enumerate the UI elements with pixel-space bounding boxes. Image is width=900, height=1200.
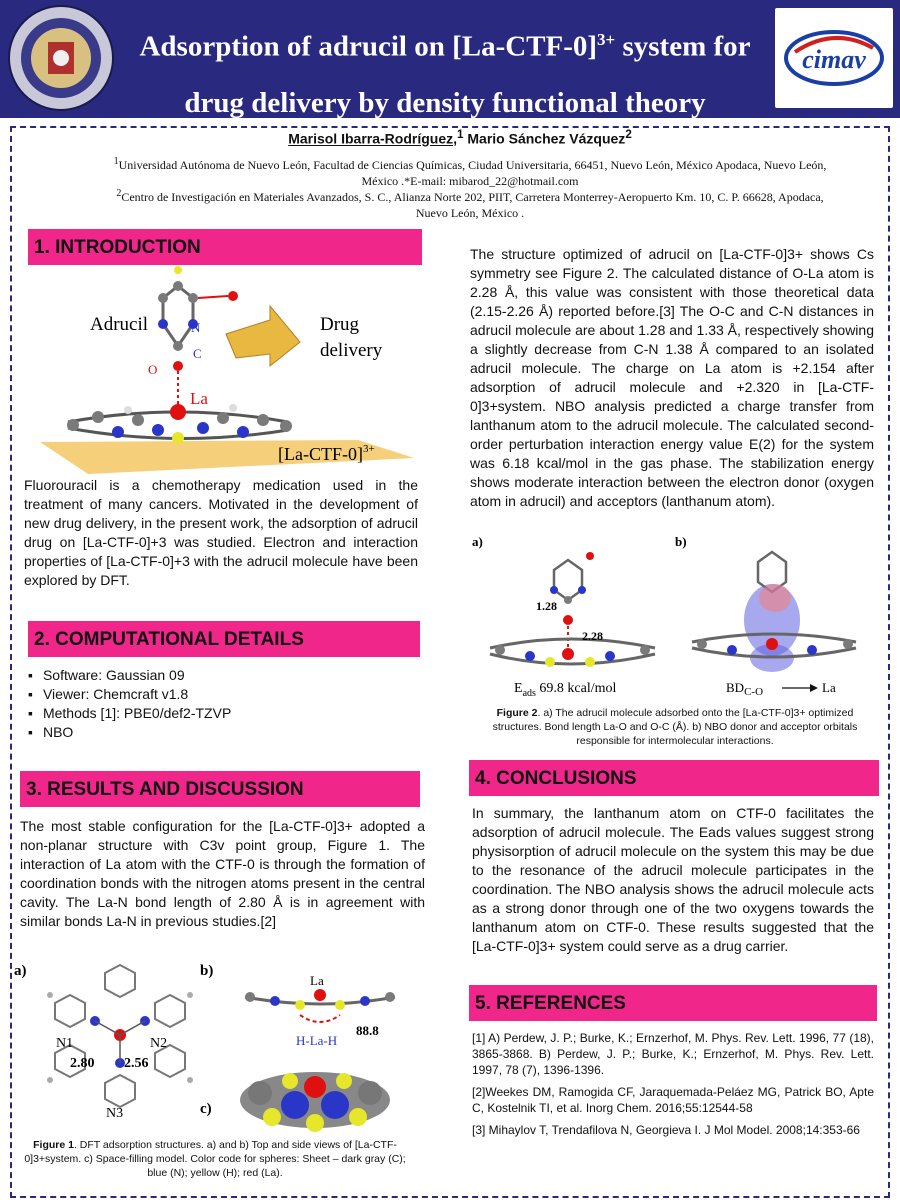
poster-title: Adsorption of adrucil on $[La-CTF-0]^{3+}$ system for drug delivery by density functional theory — [139, 30, 751, 119]
list-item: ▪ Viewer: Chemcraft v1.8 — [28, 685, 231, 704]
section-results: 3. RESULTS AND DISCUSSION — [20, 771, 420, 807]
list-item: ▪ Methods [1]: PBE0/def2-TZVP — [28, 704, 231, 723]
fig1-space-filling — [240, 1072, 390, 1132]
conclusions-text: In summary, the lanthanum atom on CTF-0 facilitates the adsorption of adrucil molecule. The Eads values suggest strong physisorption of adrucil molecule on the system this may be due to the resonance of the adrucil molecule participates in the coordination. The NBO analysis shows the adrucil molecule acts as a strong donor through one of the two oxygens towards the lanthanum atom on CTF-0. These results suggested that the [La-CTF-0]3+ system could serve as a drug carrier. — [472, 805, 874, 954]
figure-2 — [470, 530, 880, 705]
fig1-n2: N2 — [150, 1036, 168, 1051]
university-seal-logo — [6, 4, 116, 112]
la-atom — [170, 404, 186, 420]
fig2-dist-2: 2.28 — [582, 629, 603, 643]
references-list — [472, 1030, 874, 1144]
fig2-bd: $BD_{C-O}$ — [726, 680, 764, 698]
authors: Marisol Ibarra-Rodríguez,$^1$ Mario Sánchez Vázquez$^2$ — [288, 128, 632, 147]
list-item: ▪ NBO — [28, 723, 231, 742]
reference-item: [2]Weekes DM, Ramogida CF, Jaraquemada-Peláez MG, Patrick BO, Apte C, Kostelnik TI, et al. Inorg Chem. 2016;55:12544-58 — [472, 1085, 874, 1115]
section-conclusions: 4. CONCLUSIONS — [469, 760, 879, 796]
o-label: O — [148, 362, 158, 377]
figure-2-caption: Figure 2. a) The adrucil molecule adsorbed onto the [La-CTF-0]3+ optimized structures. Bond length La-O and O-C (Å). b) NBO donor and acceptor orbitals responsible for intermolecular interactions. — [492, 707, 858, 747]
fig1-side-view — [245, 989, 395, 1022]
right-column-text: The structure optimized of adrucil on [La-CTF-0]3+ shows Cs symmetry see Figure 2. The calculated distance of O-La atom is 2.28 Å, this value was consistent with those theoretical data (2.15-2.26 Å) reported before.[3] The O-C and C-N distances in adrucil molecule are about 1.28 and 1.33 Å, respectively showing a slightly decrease from C-N 1.38 Å compared to an isolated adrucil molecule. The charge on La atom is +2.154 after adsorption of adrucil molecule and +2.320 in [La-CTF-0]3+system. NBO analysis predicted a charge transfer from lanthanum atom to the adrucil molecule. The calculated second-order perturbation interaction energy value E(2) for the system was 6.18 kcal/mol in the gas phase. The stabilization energy shows moderate interaction between the electron donor (oxygen atom in adrucil) and acceptors (lanthanum atom). — [470, 246, 874, 509]
adrucil-molecule — [158, 266, 238, 351]
n-label: N — [191, 320, 201, 335]
section-references: 5. REFERENCES — [469, 985, 877, 1021]
fig1-label-b: b) — [200, 963, 214, 979]
adrucil-label: Adrucil — [90, 314, 149, 335]
intro-graphic — [28, 262, 428, 477]
section-introduction: 1. INTRODUCTION — [28, 229, 422, 265]
la-label: La — [190, 389, 208, 408]
delivery-arrow-icon — [226, 306, 300, 366]
affiliation-2: $^2$Centro de Investigación en Materiales Avanzados, S. C., Alianza Norte 202, PIIT, Carretera Monterrey-Aeropuerto Km. 10, C. P. 66628, Apodaca, Nuevo León, México . — [116, 188, 824, 220]
fig1-label-a: a) — [14, 963, 27, 979]
results-text: The most stable configuration for the [La-CTF-0]3+ adopted a non-planar structure with C3v point group, Figure 1. The interaction of La atom with the CTF-0 is through the formation of coordination bonds with the nitrogen atoms present in the central cavity. The La-N bond length of 2.80 Å is in agreement with similar bonds La-N in previous studies.[2] — [20, 818, 425, 929]
intro-text: Fluorouracil is a chemotherapy medication used in the treatment of many cancers. Motivated in the development of new drug delivery, in the present work, the adsorption of adrucil drug on [La-CTF-0]+3 was studied. Electron and interaction properties of [La-CTF-0]+3 with the adrucil molecule have been explored by DFT. — [24, 477, 418, 588]
fig1-hlah: H-La-H — [296, 1033, 338, 1048]
list-item: ▪ Software: Gaussian 09 — [28, 666, 231, 685]
fig1-angle: 88.8 — [356, 1023, 379, 1038]
reference-item: [3] Mihaylov T, Trendafilova N, Georgieva I. J Mol Model. 2008;14:353-66 — [472, 1123, 860, 1137]
fig1-la: La — [310, 973, 324, 988]
section-computational: 2. COMPUTATIONAL DETAILS — [28, 621, 420, 657]
fig1-n1: N1 — [56, 1036, 74, 1051]
oxygen-atom — [173, 361, 183, 371]
fig2-panel-a — [490, 552, 655, 667]
cimav-logo-text: cimav — [802, 45, 866, 74]
fig1-label-c: c) — [200, 1101, 212, 1117]
fig1-dist-2: 2.56 — [124, 1056, 149, 1071]
fig2-label-b: b) — [675, 534, 687, 549]
fig2-eads: $E_{ads}$ 69.8 kcal/mol — [514, 681, 617, 699]
fig1-n3: N3 — [106, 1106, 124, 1121]
drug-label: Drug — [320, 314, 360, 335]
arrow-right-icon — [810, 684, 818, 692]
fig2-label-a: a) — [472, 534, 483, 549]
figure-1-caption: Figure 1. DFT adsorption structures. a) and b) Top and side views of [La-CTF-0]3+system. c) Space-filling model. Color code for spheres: Sheet – dark gray (C); blue (N); yellow (H); red (La). — [24, 1139, 406, 1179]
fig2-dist-1: 1.28 — [536, 599, 557, 613]
fig2-la: La — [822, 680, 836, 695]
complex-label: $[La-CTF-0]^{3+}$ — [278, 443, 375, 464]
computational-list — [28, 666, 231, 742]
fig1-dist-1: 2.80 — [70, 1056, 95, 1071]
delivery-label: delivery — [320, 340, 383, 361]
affiliation-1: $^1$Universidad Autónoma de Nuevo León, Facultad de Ciencias Químicas, Ciudad Universitaria, 66451, Nuevo León, México Apodaca, Nuevo León, México .*E-mail: mibarod_22@hotmail.com — [113, 156, 827, 188]
c-label: C — [193, 346, 202, 361]
cimav-logo — [775, 8, 893, 108]
figure-1 — [10, 955, 430, 1135]
fig2-panel-b — [692, 552, 856, 672]
reference-item: [1] A) Perdew, J. P.; Burke, K.; Ernzerhof, M. Phys. Rev. Lett. 1996, 77 (18), 3865-3868. B) Perdew, J. P.; Burke, K.; Ernzerhof, M. Phys. Rev. Lett. 1997, 78 (7), 1396-1396. — [472, 1031, 874, 1077]
